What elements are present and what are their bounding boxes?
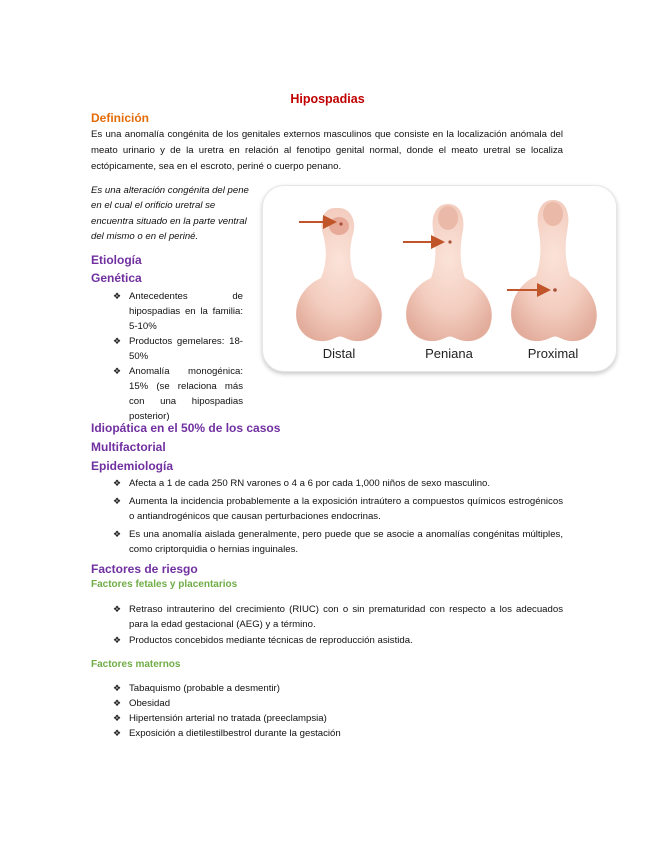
bullet-icon: ❖ [113, 698, 122, 708]
bullet-icon: ❖ [113, 683, 122, 693]
list-item: ❖ Afecta a 1 de cada 250 RN varones o 4 a 6 por cada 1,000 niños de sexo masculino. [113, 478, 491, 489]
list-item: ❖ Antecedentes de hipospadias en la familia: 5-10% [113, 291, 243, 332]
bullet-icon: ❖ [113, 728, 122, 738]
distal-drawing [296, 208, 382, 341]
label-distal: Distal [322, 346, 356, 361]
proximal-drawing [507, 200, 597, 341]
bullet-icon: ❖ [113, 604, 122, 614]
multifactorial-heading: Multifactorial [91, 440, 166, 454]
genetica-heading: Genética [91, 271, 142, 285]
definicion-heading: Definición [91, 111, 150, 125]
bullet-icon: ❖ [113, 366, 122, 376]
list-item: ❖ Obesidad [113, 698, 171, 709]
definicion-text: Es una anomalía congénita de los genitales externos masculinos que consiste en la localización anómala del meato urinario y de la uretra en relación al fenotipo genital normal, donde el meato uretral se localiza ectópicamente, sea en el escroto, periné o cuerpo penano. [91, 129, 563, 172]
list-item: ❖ Productos concebidos mediante técnicas de reproducción asistida. [113, 635, 413, 646]
bullet-icon: ❖ [113, 496, 122, 506]
idiopatica-heading: Idiopática en el 50% de los casos [91, 421, 281, 435]
epidemiologia-heading: Epidemiología [91, 459, 174, 473]
fetales-heading: Factores fetales y placentarios [91, 579, 238, 590]
list-item: ❖ Tabaquismo (probable a desmentir) [113, 683, 280, 694]
etiologia-heading: Etiología [91, 253, 142, 267]
list-item: ❖ Retraso intrauterino del crecimiento (RIUC) con o sin prematuridad con respecto a los adecuados para la edad gestacional (AEG) y a término. [113, 604, 563, 630]
genetica-list [91, 289, 243, 424]
list-item: ❖ Es una anomalía aislada generalmente, pero puede que se asocie a anomalías congénitas múltiples, como criptorquidia o hernias inguinales. [113, 529, 563, 555]
factores-heading: Factores de riesgo [91, 562, 198, 576]
hypospadias-illustration [263, 186, 616, 371]
maternos-list [91, 681, 563, 741]
italic-note: Es una alteración congénita del pene en el cual el orificio uretral se encuentra situado en la parte ventral del mismo o en el periné. [91, 185, 249, 243]
hypospadias-figure [262, 185, 617, 372]
list-item: ❖ Exposición a dietilestilbestrol durante la gestación [113, 728, 341, 739]
epidemiologia-list [91, 476, 563, 557]
list-item: ❖ Aumenta la incidencia probablemente a la exposición intraútero a compuestos químicos estrogénicos o antiandrogénicos que causan perturbaciones endocrinas. [113, 496, 563, 522]
bullet-icon: ❖ [113, 291, 122, 301]
list-item: ❖ Hipertensión arterial no tratada (preeclampsia) [113, 713, 327, 724]
bullet-icon: ❖ [113, 478, 122, 488]
maternos-heading: Factores maternos [91, 659, 181, 670]
bullet-icon: ❖ [113, 336, 122, 346]
bullet-icon: ❖ [113, 635, 122, 645]
list-item: ❖ Anomalía monogénica: 15% (se relaciona más con una hipospadias posterior) [113, 366, 243, 422]
bullet-icon: ❖ [113, 529, 122, 539]
bullet-icon: ❖ [113, 713, 122, 723]
fetales-list [91, 602, 563, 648]
list-item: ❖ Productos gemelares: 18-50% [113, 336, 243, 362]
label-proximal: Proximal [527, 346, 579, 361]
peniana-drawing [403, 204, 492, 341]
page-title: Hipospadias [290, 92, 365, 106]
label-peniana: Peniana [425, 346, 473, 361]
